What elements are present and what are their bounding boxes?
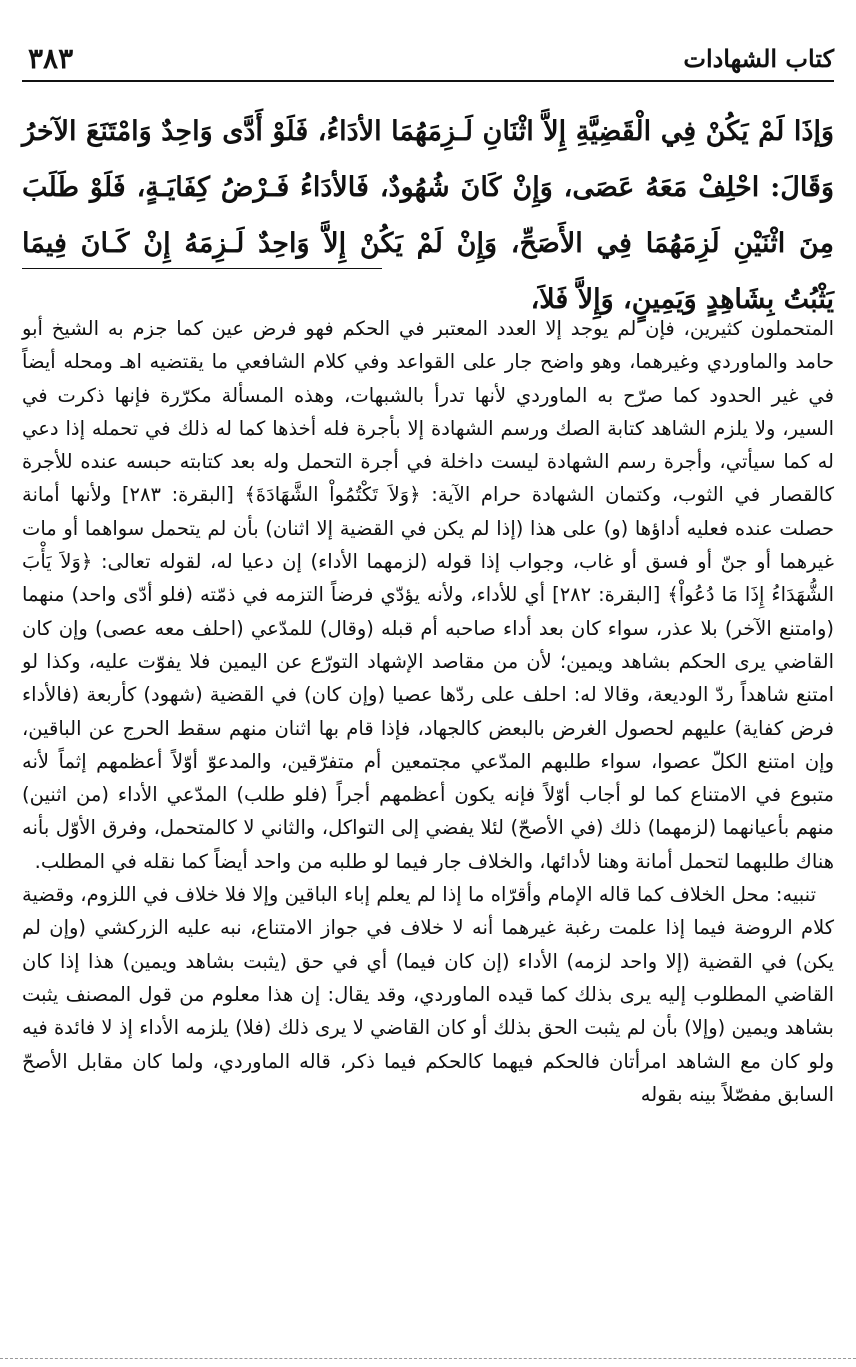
commentary-tanbih: تنبيه: محل الخلاف كما قاله الإمام وأقرّاه ما إذا لم يعلم إباء الباقين وإلا فلا خلاف في اللزوم، وقضية كلام الروضة فيما إذا علمت رغبة غيرهما أنه لا خلاف في جواز الامتناع، نبه عليه الزركشي (وإن لم يكن) في القضية (إلا واحد لزمه) الأداء (إن كان فيما) أي في حق (يثبت بشاهد ويمين) هذا إذا كان القاضي المطلوب إليه يرى بذلك كما قيده الماوردي، وقد يقال: إن هذا معلوم من قول المصنف يثبت بشاهد ويمين (وإلا) بأن لم يثبت الحق بذلك أو كان القاضي لا يرى ذلك (فلا) يلزمه الأداء إذ لا فائدة فيه ولو كان مع الشاهد امرأتان فالحكم فيهما كالحكم فيما ذكر، قاله الماوردي، ولما كان مقابل الأصحّ السابق مفصّلاً بينه بقوله	[22, 883, 834, 1106]
page-number: ٣٨٣	[28, 42, 74, 75]
footer-divider	[0, 1358, 856, 1359]
chapter-title: كتاب الشهادات	[683, 44, 834, 73]
commentary-body: المتحملون كثيرين، فإن لم يوجد إلا العدد المعتبر في الحكم فهو فرض عين كما جزم به الشيخ أبو حامد والماوردي وغيرهما، وهو واضح جار على القواعد وفي كلام الشافعي ما يقتضيه اهـ ومحله أيضاً في غير الحدود كما صرّح به الماوردي لأنها تدرأ بالشبهات، وهذه المسألة مكرّرة فإنها ذكرت في السير، ولا يلزم الشاهد كتابة الصك ورسم الشهادة إلا بأجرة فله أخذها كما له ذلك في تحمله إذا دعي له كما سيأتي، وأجرة رسم الشهادة ليست داخلة في أجرة التحمل وله بعد كتابته حبسه عنده للأجرة كالقصار في الثوب، وكتمان الشهادة حرام الآية: ﴿وَلاَ تَكْتُمُواْ الشَّهَادَةَ﴾ [البقرة: ٢٨٣] ولأنها أمانة حصلت عنده فعليه أداؤها (و) على هذا (إذا لم يكن في القضية إلا اثنان) بأن لم يتحمل سواهما أو مات غيرهما أو جنّ أو فسق أو غاب، وجواب إذا قوله (لزمهما الأداء) إن دعيا له، لقوله تعالى: ﴿وَلاَ يَأْبَ الشُّهَدَاءُ إِذَا مَا دُعُواْ﴾ [البقرة: ٢٨٢] أي للأداء، ولأنه يؤدّي فرضاً التزمه في ذمّته (فلو أدّى واحد) منهما (وامتنع الآخر) بلا عذر، سواء كان بعد أداء صاحبه أم قبله (وقال) للمدّعي (احلف معه عصى) وإن كان القاضي يرى الحكم بشاهد ويمين؛ لأن من مقاصد الإشهاد التورّع عن اليمين فلا يفوّت عليه، وكذا لو امتنع شاهداً ردّ الوديعة، وقالا له: احلف على ردّها عصيا (وإن كان) في القضية (شهود) كأربعة (فالأداء فرض كفاية) عليهم لحصول الغرض بالبعض كالجهاد، فإذا قام بها اثنان منهم سقط الحرج عن الباقين، وإن امتنع الكلّ عصوا، سواء طلبهم المدّعي مجتمعين أم متفرّقين، والمدعوّ أوّلاً أعظمهم إثماً لأنه متبوع في الامتناع كما لو أجاب أوّلاً فإنه يكون أعظمهم أجراً (فلو طلب) المدّعي الأداء (من اثنين) منهم بأعيانهما (لزمهما) ذلك (في الأصحّ) لئلا يفضي إلى التواكل، والثاني لا كالمتحمل، وفرق الأوّل بأنه هناك طلبهما لتحمل أمانة وهنا لأدائها، والخلاف جار فيما لو طلبه من واحد أيضاً كما نقله في المطلب.	[22, 317, 834, 873]
matn-divider	[22, 268, 382, 269]
page-header	[22, 40, 834, 82]
commentary	[22, 312, 834, 1111]
matn-text: وَإذَا لَمْ يَكُنْ فِي الْقَضِيَّةِ إِلاَّ اثْنَانِ لَـزِمَهُمَا الأدَاءُ، فَلَوْ أَدَّى وَاحِدٌ وَامْتَنَعَ الآخرُ وَقَالَ: احْلِفْ مَعَهُ عَصَى، وَإِنْ كَانَ شُهُودٌ، فَالأدَاءُ فَـرْضُ كِفَايَـةٍ، فَلَوْ طَلَبَ مِنَ اثْنَيْنِ لَزِمَهُمَا فِي الأَصَحِّ، وَإِنْ لَمْ يَكُنْ إِلاَّ وَاحِدٌ لَـزِمَهُ إِنْ كَـانَ فِيمَا يَثْبُتُ بِشَاهِدٍ وَيَمِينٍ، وَإِلاَّ فَلاَ،	[22, 116, 834, 315]
